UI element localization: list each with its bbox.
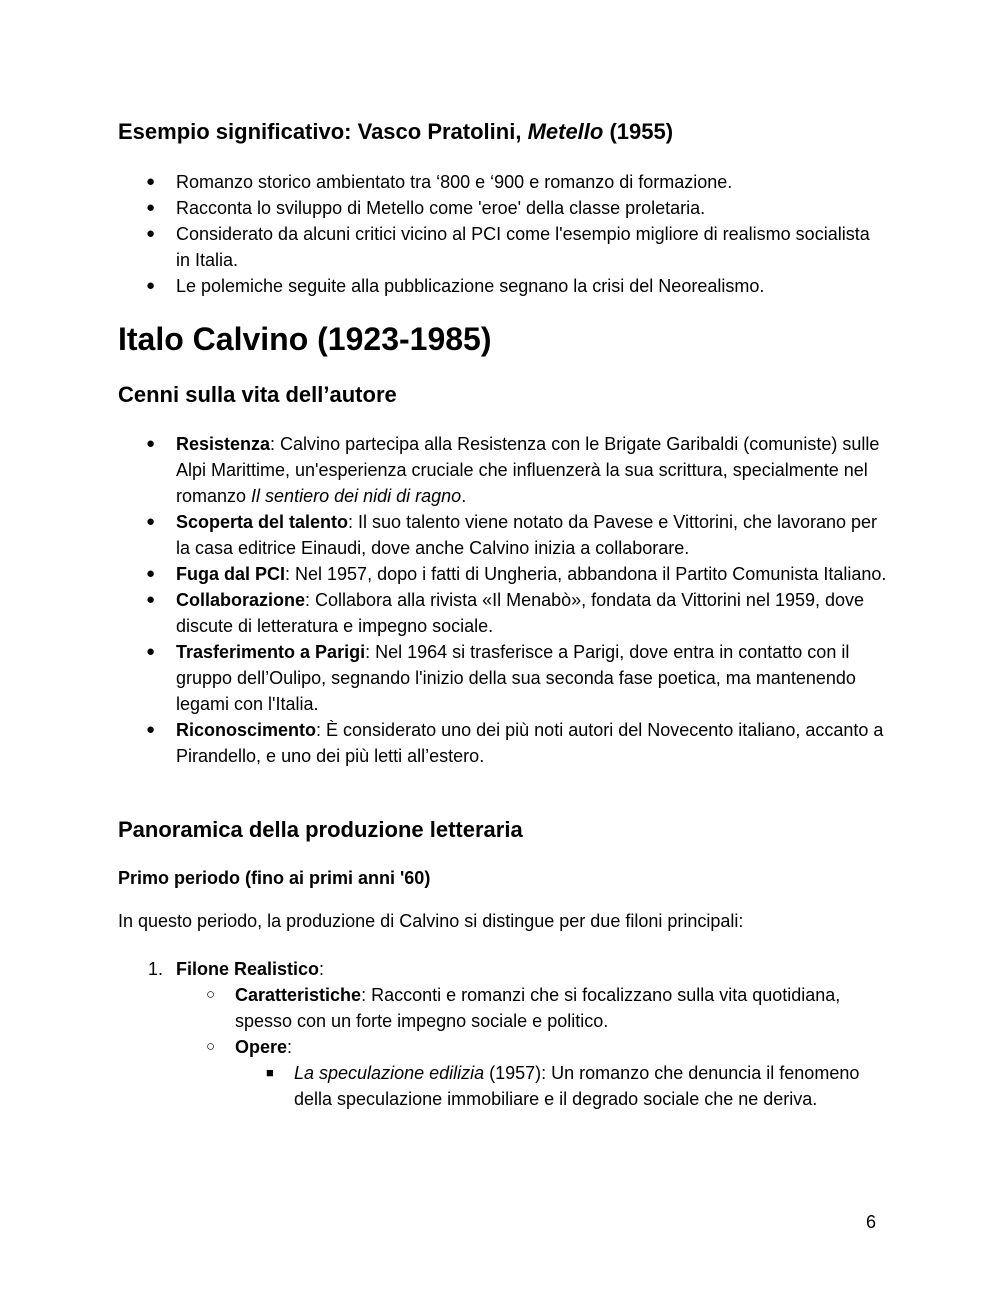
intro-paragraph: In questo periodo, la produzione di Calvino si distingue per due filoni principali:: [118, 911, 744, 931]
list-item-term: Filone Realistico: [176, 959, 320, 979]
list-item: [118, 221, 888, 273]
numbered-list-item: [118, 956, 888, 982]
list-item: [118, 273, 888, 299]
list-item-text: : Nel 1957, dopo i fatti di Ungheria, abbandona il Partito Comunista Italiano.: [285, 564, 887, 584]
bullet-icon: ●: [146, 173, 156, 190]
list-item-term: Scoperta del talento: [176, 512, 349, 532]
list-number: 1.: [148, 959, 164, 979]
vita-bullet-list: [118, 431, 888, 769]
sub-sub-list-item: [118, 1060, 888, 1112]
bullet-icon: ●: [146, 721, 156, 738]
list-item: [118, 169, 888, 195]
list-item: [118, 195, 888, 221]
filone-numbered-list: [118, 956, 888, 1112]
sub-list-item: [118, 982, 888, 1034]
bullet-icon: ●: [146, 513, 156, 530]
list-item-term: Riconoscimento: [176, 720, 317, 740]
list-item-italic-title: Il sentiero dei nidi di ragno: [251, 486, 462, 506]
bullet-icon: ●: [146, 199, 156, 216]
list-item-text: Le polemiche seguite alla pubblicazione segnano la crisi del Neorealismo.: [176, 276, 765, 296]
sub-item-colon: :: [287, 1037, 293, 1057]
section-heading-pratolini: [118, 118, 673, 146]
list-item: [118, 587, 888, 639]
list-item-text: : Il suo talento viene notato da Pavese e Vittorini, che lavorano per la casa editrice Einaudi, dove anche Calvino inizia a collaborare.: [176, 512, 878, 558]
produzione-heading: Panoramica della produzione letteraria: [118, 817, 523, 842]
bullet-icon: ●: [146, 565, 156, 582]
bullet-icon: ●: [146, 643, 156, 660]
list-item-term: Fuga dal PCI: [176, 564, 286, 584]
circle-bullet-icon: ○: [206, 986, 216, 1003]
list-item-text: : Collabora alla rivista «Il Menabò», fondata da Vittorini nel 1959, dove discute di letteratura e impegno sociale.: [176, 590, 865, 636]
list-item-term: Trasferimento a Parigi: [176, 642, 366, 662]
sub-item-text: : Racconti e romanzi che si focalizzano sulla vita quotidiana, spesso con un forte impegno sociale e politico.: [235, 985, 841, 1031]
list-item-text: : Calvino partecipa alla Resistenza con le Brigate Garibaldi (comuniste) sulle Alpi Marittime, un'esperienza cruciale che influenzerà la sua scrittura, specialmente nel romanzo: [176, 434, 880, 506]
heading-text-year: (1955): [603, 119, 674, 144]
list-item-text: : È considerato uno dei più noti autori del Novecento italiano, accanto a Pirandello, e uno dei più letti all’estero.: [176, 720, 884, 766]
list-item: [118, 431, 888, 509]
list-item: [118, 717, 888, 769]
list-item-colon: :: [319, 959, 325, 979]
primo-periodo-heading: Primo periodo (fino ai primi anni '60): [118, 868, 431, 888]
bullet-icon: ●: [146, 591, 156, 608]
calvino-title: Italo Calvino (1923-1985): [118, 321, 492, 357]
heading-italic-title: Metello: [527, 119, 604, 144]
page-number: 6: [866, 1212, 877, 1232]
opera-title: La speculazione edilizia: [294, 1063, 485, 1083]
heading-text: Esempio significativo: Vasco Pratolini,: [118, 119, 528, 144]
circle-bullet-icon: ○: [206, 1038, 216, 1055]
bullet-icon: ●: [146, 435, 156, 452]
sub-list-item: [118, 1034, 888, 1060]
list-item-term: Collaborazione: [176, 590, 306, 610]
opera-description: (1957): Un romanzo che denuncia il fenomeno della speculazione immobiliare e il degrado sociale che ne deriva.: [294, 1063, 860, 1109]
list-item: [118, 639, 888, 717]
list-item-tail: .: [461, 486, 467, 506]
square-bullet-icon: ■: [266, 1065, 274, 1080]
vita-heading: Cenni sulla vita dell’autore: [118, 382, 397, 407]
list-item-text: Racconta lo sviluppo di Metello come 'eroe' della classe proletaria.: [176, 198, 706, 218]
list-item-text: : Nel 1964 si trasferisce a Parigi, dove entra in contatto con il gruppo dell’Oulipo, segnando l'inizio della sua seconda fase poetica, ma mantenendo legami con l'Italia.: [176, 642, 856, 714]
list-item: [118, 509, 888, 561]
bullet-icon: ●: [146, 277, 156, 294]
list-item-text: Romanzo storico ambientato tra ‘800 e ‘900 e romanzo di formazione.: [176, 172, 733, 192]
sub-item-term: Opere: [235, 1037, 288, 1057]
bullet-icon: ●: [146, 225, 156, 242]
list-item: [118, 561, 888, 587]
sub-item-term: Caratteristiche: [235, 985, 362, 1005]
list-item-term: Resistenza: [176, 434, 271, 454]
list-item-text: Considerato da alcuni critici vicino al PCI come l'esempio migliore di realismo socialista in Italia.: [176, 224, 870, 270]
pratolini-bullet-list: [118, 169, 888, 299]
